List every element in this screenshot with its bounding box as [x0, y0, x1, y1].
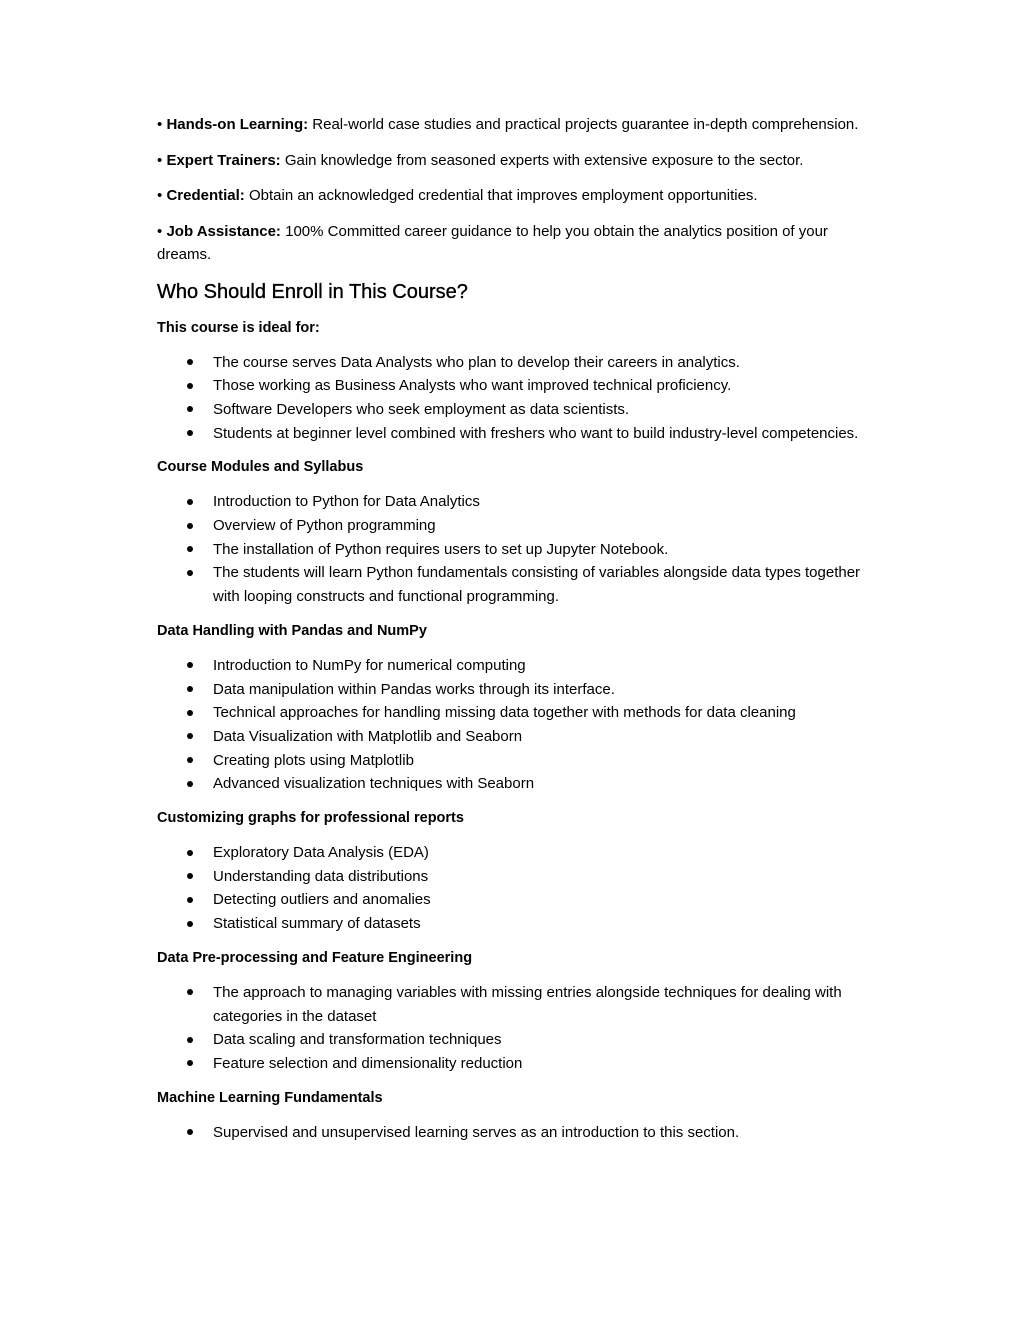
list-item: Feature selection and dimensionality reduction [157, 1052, 869, 1076]
section-heading: Course Modules and Syllabus [157, 459, 364, 476]
list-item: The course serves Data Analysts who plan to develop their careers in analytics. [157, 351, 869, 375]
feature-paragraph [157, 113, 869, 137]
section-heading: Data Handling with Pandas and NumPy [157, 622, 427, 639]
list-item: Software Developers who seek employment as data scientists. [157, 398, 869, 422]
list-item: Data scaling and transformation techniques [157, 1028, 869, 1052]
feature-label: Job Assistance: [166, 222, 281, 240]
list-item: Understanding data distributions [157, 865, 869, 889]
section-list [157, 654, 869, 796]
feature-text: Real-world case studies and practical projects guarantee in-depth comprehension. [312, 116, 859, 133]
feature-text: 100% Committed career guidance to help you obtain the analytics position of your dreams. [157, 222, 828, 263]
enroll-list [157, 351, 869, 446]
enroll-heading: Who Should Enroll in This Course? [157, 280, 468, 303]
feature-bullet: • [157, 187, 163, 204]
list-item: Detecting outliers and anomalies [157, 888, 869, 912]
feature-text: Obtain an acknowledged credential that improves employment opportunities. [248, 187, 758, 204]
list-item: Data Visualization with Matplotlib and Seaborn [157, 725, 869, 749]
list-item: Data manipulation within Pandas works through its interface. [157, 678, 869, 702]
section-heading: Customizing graphs for professional reports [157, 810, 464, 827]
feature-paragraph [157, 149, 869, 173]
list-item: The approach to managing variables with missing entries alongside techniques for dealing with categories in the dataset [157, 981, 869, 1028]
list-item: Introduction to Python for Data Analytics [157, 490, 869, 514]
section-list [157, 1121, 869, 1145]
feature-text: Gain knowledge from seasoned experts with extensive exposure to the sector. [284, 151, 804, 169]
feature-paragraph [157, 184, 869, 208]
list-item: Overview of Python programming [157, 514, 869, 538]
feature-label: Credential: [166, 187, 245, 204]
list-item: Statistical summary of datasets [157, 912, 869, 936]
section-list [157, 490, 869, 609]
section-heading: Data Pre-processing and Feature Engineering [157, 949, 473, 966]
feature-bullet: • [157, 151, 163, 169]
section-list [157, 981, 869, 1076]
list-item: Those working as Business Analysts who want improved technical proficiency. [157, 374, 869, 398]
feature-paragraph [157, 220, 869, 267]
section-heading: Machine Learning Fundamentals [157, 1089, 383, 1106]
list-item: Students at beginner level combined with freshers who want to build industry-level competencies. [157, 422, 869, 446]
list-item: Introduction to NumPy for numerical computing [157, 654, 869, 678]
list-item: The installation of Python requires users to set up Jupyter Notebook. [157, 538, 869, 562]
document-page [157, 113, 869, 1155]
feature-label: Hands-on Learning: [166, 116, 309, 133]
list-item: Exploratory Data Analysis (EDA) [157, 841, 869, 865]
list-item: Supervised and unsupervised learning serves as an introduction to this section. [157, 1121, 869, 1145]
list-item: Technical approaches for handling missing data together with methods for data cleaning [157, 701, 869, 725]
list-item: The students will learn Python fundamentals consisting of variables alongside data types together with looping constructs and functional programming. [157, 561, 869, 608]
list-item: Advanced visualization techniques with Seaborn [157, 772, 869, 796]
list-item: Creating plots using Matplotlib [157, 749, 869, 773]
enroll-intro: This course is ideal for: [157, 319, 320, 336]
feature-bullet: • [157, 116, 163, 133]
feature-label: Expert Trainers: [166, 151, 281, 169]
section-list [157, 841, 869, 936]
features-list [157, 113, 869, 267]
feature-bullet: • [157, 222, 163, 240]
